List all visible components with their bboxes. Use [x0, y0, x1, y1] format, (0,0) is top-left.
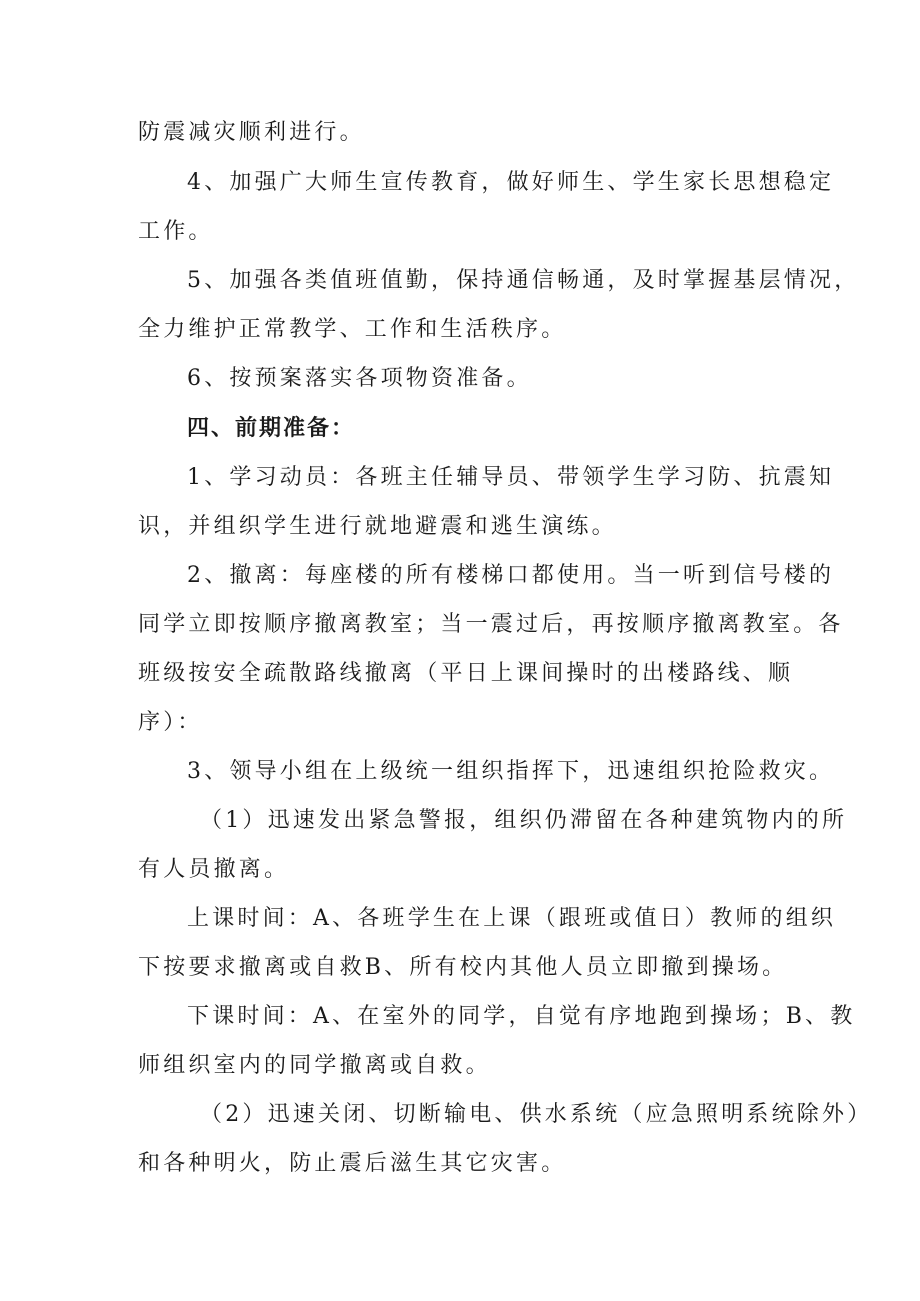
body-line: 班级按安全疏散路线撤离（平日上课间操时的出楼路线、顺: [138, 661, 794, 686]
prep-item-3: 3、领导小组在上级统一组织指挥下，迅速组织抢险救灾。: [187, 759, 835, 784]
sub-item-1: （1）迅速发出紧急警报，组织仍滞留在各种建筑物内的所: [200, 808, 848, 833]
section-heading: 四、前期准备：: [187, 416, 356, 441]
sub-item-2: （2）迅速关闭、切断输电、供水系统（应急照明系统除外）: [200, 1102, 873, 1127]
list-item-5: 5、加强各类值班值勤，保持通信畅通，及时掌握基层情况，: [187, 268, 860, 293]
list-item-4: 4、加强广大师生宣传教育，做好师生、学生家长思想稳定: [187, 170, 835, 195]
body-line: 和各种明火，防止震后滋生其它灾害。: [138, 1151, 567, 1176]
body-line: 工作。: [138, 219, 214, 244]
break-time-paragraph: 下课时间：A、在室外的同学，自觉有序地跑到操场；B、教: [187, 1004, 856, 1029]
list-item-6: 6、按预案落实各项物资准备。: [187, 366, 532, 391]
body-line: 全力维护正常教学、工作和生活秩序。: [138, 317, 567, 342]
prep-item-1: 1、学习动员：各班主任辅导员、带领学生学习防、抗震知: [187, 465, 835, 490]
body-line: 防震减灾顺利进行。: [138, 120, 365, 145]
body-line: 师组织室内的同学撤离或自救。: [138, 1053, 491, 1078]
class-time-paragraph: 上课时间：A、各班学生在上课（跟班或值日）教师的组织: [187, 906, 837, 931]
prep-item-2: 2、撤离：每座楼的所有楼梯口都使用。当一听到信号楼的: [187, 563, 835, 588]
body-line: 同学立即按顺序撤离教室；当一震过后，再按顺序撤离教室。各: [138, 612, 844, 637]
body-line: 下按要求撤离或自救B、所有校内其他人员立即撤到操场。: [138, 955, 788, 980]
body-line: 有人员撤离。: [138, 857, 290, 882]
body-line: 识，并组织学生进行就地避震和逃生演练。: [138, 514, 617, 539]
body-line: 序）：: [138, 710, 203, 735]
